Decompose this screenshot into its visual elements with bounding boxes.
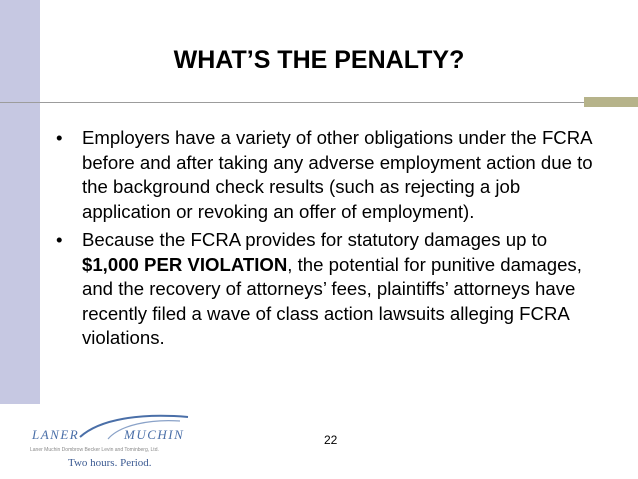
bullet-list: [56, 126, 604, 355]
title-divider-line: [0, 102, 584, 103]
bullet-glyph: •: [56, 127, 63, 148]
bullet-text: Employers have a variety of other obligations under the FCRA before and after taking any adverse employment action due to the background check results (such as rejecting a job application or revoking an offer of employment).: [82, 127, 593, 222]
bullet-item: [56, 126, 604, 224]
firm-logo: [20, 411, 225, 477]
bullet-item: [56, 228, 604, 351]
bullet-glyph: •: [56, 229, 63, 250]
slide-title: WHAT’S THE PENALTY?: [173, 46, 465, 74]
bullet-text-after: , the potential for punitive damages, and the recovery of attorneys’ fees, plaintiffs’ attorneys have recently filed a wave of class action lawsuits alleging FCRA violations.: [82, 253, 582, 348]
bullet-text-emphasis: $1,000 PER VIOLATION: [82, 253, 288, 275]
bullet-text-before: Because the FCRA provides for statutory damages up to: [82, 229, 548, 250]
title-divider-accent: [584, 97, 638, 107]
logo-tagline: Two hours. Period.: [68, 457, 152, 469]
page-number: 22: [324, 433, 338, 447]
logo-name-left: LANER: [32, 427, 80, 442]
logo-name-right: MUCHIN: [124, 427, 185, 442]
logo-firm-line: Laner Muchin Dombrow Becker Levin and Tominberg, Ltd.: [30, 447, 159, 453]
